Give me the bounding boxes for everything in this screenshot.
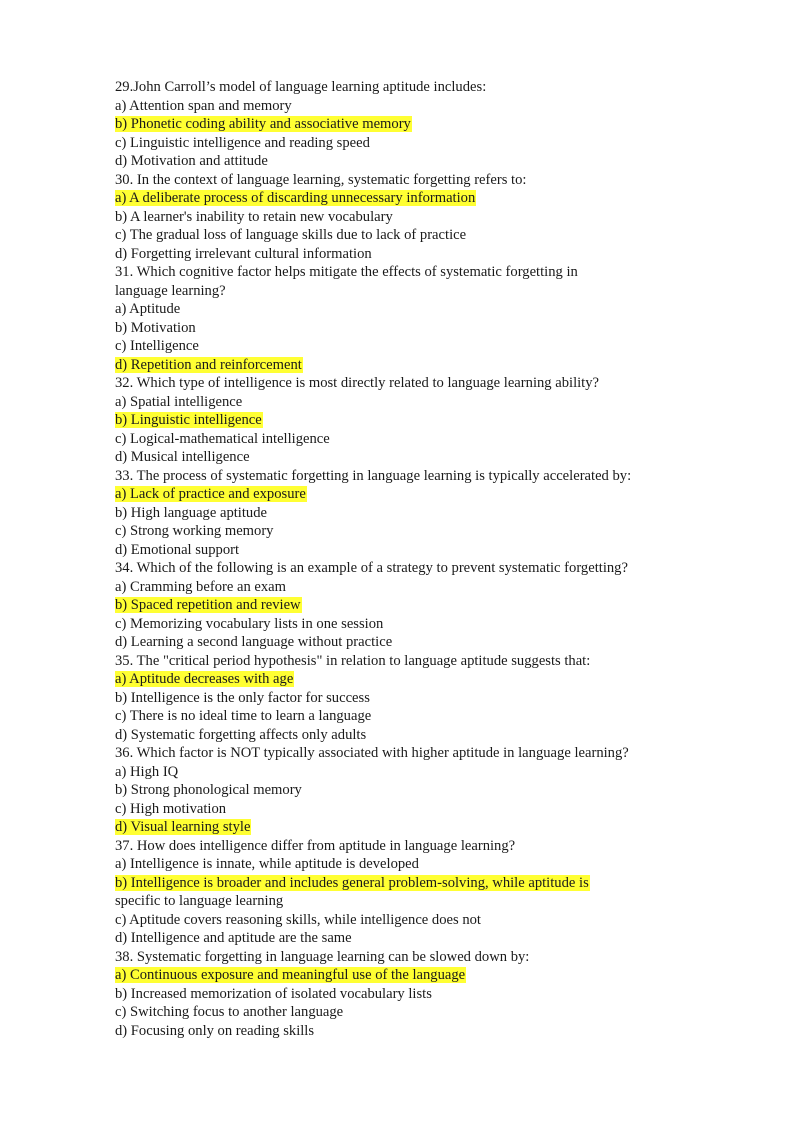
line-text: 32. Which type of intelligence is most directly related to language learning ability?: [115, 375, 600, 391]
text-line: [115, 485, 755, 504]
text-line: [115, 781, 755, 800]
line-text: b) A learner's inability to retain new vocabulary: [115, 208, 393, 225]
text-line: [115, 559, 755, 578]
line-text: 31. Which cognitive factor helps mitigate the effects of systematic forgetting in: [115, 264, 578, 280]
text-line: [115, 1003, 755, 1022]
question-list: [115, 78, 755, 1040]
text-line: [115, 707, 755, 726]
line-text: d) Focusing only on reading skills: [115, 1022, 315, 1039]
text-line: [115, 115, 755, 134]
line-text: d) Forgetting irrelevant cultural information: [115, 245, 372, 262]
text-line: [115, 892, 755, 911]
text-line: [115, 800, 755, 819]
text-line: [115, 578, 755, 597]
text-line: [115, 541, 755, 560]
line-text: c) Intelligence: [115, 338, 199, 354]
line-text: d) Learning a second language without practice: [115, 634, 393, 650]
text-line: [115, 504, 755, 523]
document-page: [115, 78, 755, 1040]
text-line: [115, 726, 755, 745]
highlighted-answer: a) A deliberate process of discarding unnecessary information: [115, 190, 476, 206]
line-text: c) The gradual loss of language skills due to lack of practice: [115, 227, 467, 243]
line-text: language learning?: [115, 282, 226, 299]
line-text: c) Switching focus to another language: [115, 1004, 344, 1020]
text-line: [115, 1022, 755, 1041]
text-line: [115, 300, 755, 319]
line-text: c) High motivation: [115, 800, 227, 817]
highlighted-answer: a) Lack of practice and exposure: [115, 486, 306, 502]
line-text: 36. Which factor is NOT typically associated with higher aptitude in language learning?: [115, 745, 629, 761]
line-text: a) Spatial intelligence: [115, 393, 243, 410]
text-line: [115, 966, 755, 985]
line-text: 38. Systematic forgetting in language learning can be slowed down by:: [115, 948, 530, 965]
line-text: a) High IQ: [115, 763, 179, 780]
highlighted-answer: b) Intelligence is broader and includes general problem-solving, while aptitude is: [115, 874, 589, 891]
text-line: [115, 374, 755, 393]
text-line: [115, 652, 755, 671]
line-text: d) Musical intelligence: [115, 449, 250, 465]
text-line: [115, 911, 755, 930]
text-line: [115, 226, 755, 245]
text-line: [115, 522, 755, 541]
line-text: d) Emotional support: [115, 541, 240, 558]
text-line: [115, 689, 755, 708]
text-line: [115, 319, 755, 338]
text-line: [115, 430, 755, 449]
line-text: a) Aptitude: [115, 301, 181, 317]
line-text: c) Logical-mathematical intelligence: [115, 430, 330, 447]
text-line: [115, 633, 755, 652]
text-line: [115, 282, 755, 301]
text-line: [115, 97, 755, 116]
line-text: c) Memorizing vocabulary lists in one session: [115, 615, 384, 632]
text-line: [115, 263, 755, 282]
text-line: [115, 337, 755, 356]
line-text: a) Attention span and memory: [115, 97, 292, 114]
line-text: specific to language learning: [115, 893, 284, 909]
text-line: [115, 171, 755, 190]
line-text: a) Intelligence is innate, while aptitude is developed: [115, 856, 419, 872]
text-line: [115, 985, 755, 1004]
text-line: [115, 152, 755, 171]
text-line: [115, 929, 755, 948]
text-line: [115, 818, 755, 837]
line-text: b) Increased memorization of isolated vocabulary lists: [115, 985, 432, 1002]
highlighted-answer: b) Linguistic intelligence: [115, 412, 262, 428]
text-line: [115, 393, 755, 412]
line-text: c) Linguistic intelligence and reading speed: [115, 134, 370, 151]
highlighted-answer: d) Visual learning style: [115, 819, 251, 835]
text-line: [115, 208, 755, 227]
highlighted-answer: b) Phonetic coding ability and associative memory: [115, 116, 411, 132]
highlighted-answer: a) Continuous exposure and meaningful use of the language: [115, 967, 466, 983]
text-line: [115, 615, 755, 634]
text-line: [115, 356, 755, 375]
line-text: d) Motivation and attitude: [115, 153, 268, 169]
text-line: [115, 837, 755, 856]
text-line: [115, 744, 755, 763]
line-text: c) Aptitude covers reasoning skills, while intelligence does not: [115, 911, 481, 928]
line-text: d) Systematic forgetting affects only adults: [115, 726, 367, 743]
text-line: [115, 855, 755, 874]
text-line: [115, 763, 755, 782]
text-line: [115, 596, 755, 615]
line-text: 34. Which of the following is an example of a strategy to prevent systematic forgetting?: [115, 560, 628, 576]
line-text: d) Intelligence and aptitude are the same: [115, 930, 352, 946]
line-text: b) Motivation: [115, 319, 196, 336]
text-line: [115, 78, 755, 97]
text-line: [115, 448, 755, 467]
text-line: [115, 411, 755, 430]
highlighted-answer: a) Aptitude decreases with age: [115, 671, 294, 687]
text-line: [115, 189, 755, 208]
text-line: [115, 134, 755, 153]
line-text: 29.John Carroll’s model of language learning aptitude includes:: [115, 79, 487, 95]
text-line: [115, 874, 755, 893]
line-text: 35. The "critical period hypothesis" in relation to language aptitude suggests that:: [115, 652, 591, 669]
text-line: [115, 948, 755, 967]
highlighted-answer: b) Spaced repetition and review: [115, 597, 301, 613]
line-text: 37. How does intelligence differ from aptitude in language learning?: [115, 837, 516, 854]
text-line: [115, 245, 755, 264]
line-text: b) High language aptitude: [115, 504, 267, 521]
highlighted-answer: d) Repetition and reinforcement: [115, 356, 302, 373]
line-text: b) Intelligence is the only factor for success: [115, 689, 370, 706]
line-text: c) There is no ideal time to learn a language: [115, 708, 372, 724]
line-text: c) Strong working memory: [115, 523, 274, 539]
text-line: [115, 467, 755, 486]
text-line: [115, 670, 755, 689]
line-text: b) Strong phonological memory: [115, 782, 302, 798]
line-text: 30. In the context of language learning, systematic forgetting refers to:: [115, 171, 527, 188]
line-text: a) Cramming before an exam: [115, 578, 286, 595]
line-text: 33. The process of systematic forgetting in language learning is typically accelerated by:: [115, 467, 632, 484]
